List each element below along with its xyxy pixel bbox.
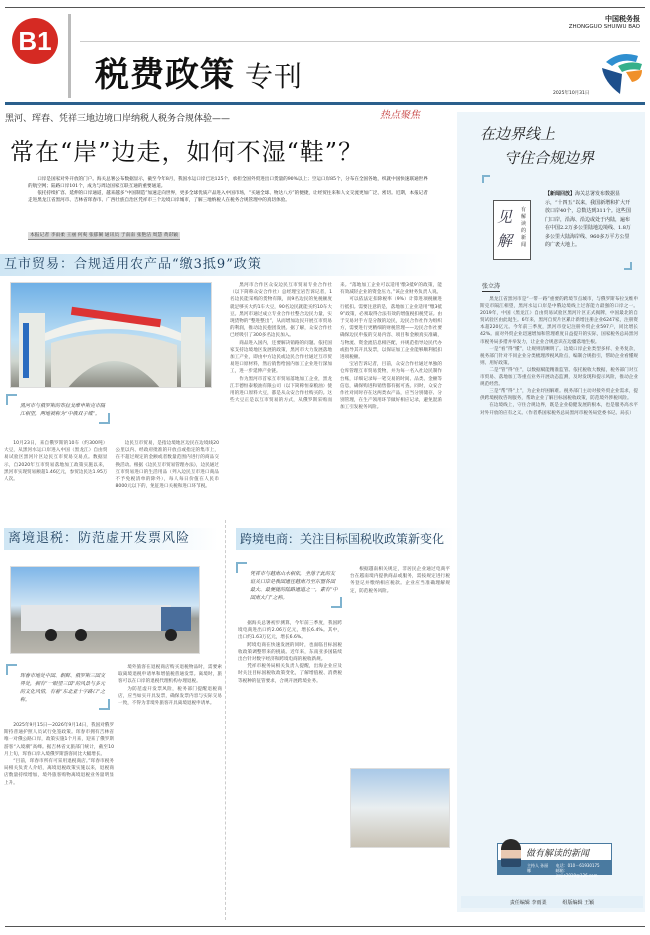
bottom-rule [5, 926, 645, 927]
column-tagline: 有解读的新闻 [521, 207, 527, 248]
byline: 本报记者 李雨柔 王丽 何爽 张郁阑 通讯员 于南南 张艳洁 周慧 黄彩颖 [30, 233, 179, 238]
paragraph: 据海关总署初步测算，今年前三季度，我国跨境电商进出口约2.06万亿元，增长6.4%。其中，出口约1.63万亿元，增长6.6%。 [238, 621, 342, 641]
section-title-text: 税费政策 [95, 55, 235, 95]
hot-topic-tag: 热点聚焦 [380, 110, 420, 121]
paragraph: 一是“看”得“懂”，让规则清晰明了。边境口岸企业类型多样、业务复杂，税务部门针对不同企业分类梳理涉税风险点，编制合规指引，帮助企业看懂规则、用好政策。 [480, 346, 638, 366]
host-name: 主持人 孙丽娜 [527, 863, 549, 873]
paragraph: 二是“管”得“住”，以数据赋能精准监管。依托税收大数据，税务部门对互市贸易、落地加工等重点业务开展动态监测，及时发现和提示风险，推动企业规范经营。 [480, 367, 638, 388]
trucks-illustration [11, 567, 200, 654]
paragraph: 2025年9月15日—2026年9月14日，我国对俄罗斯持普通护照人员试行免签政策。珲春市拥有吉林省唯一对俄公路口岸，政策实施1个月来，迎来了俄罗斯游客“入境潮”高峰。据吉林省文旅部门统计，截至10月上旬，珲春口岸入境俄罗斯游客同比大幅增长。 [4, 723, 114, 757]
lead-paragraph: 依托持续扩容、延伸的口岸通道，越来越多“中国制造”加速走向世界，更多全球优质产品进入中国市场，“买通全球、物达八方”的便捷，让经贸往来和人文交流更加广泛、密切。近期，本报记者走进黑龙江省黑河市、吉林省珲春市、广西壮族自治区凭祥市三个边境口岸城市，了解三地纳税人在税务合规管理中的真切体验。 [28, 191, 428, 203]
paragraph: 黑龙江省黑河市是“一带一路”重要的跨境节点城市，与俄罗斯布拉戈维申斯克市隔江相望，黑河水运口岸是中俄边境线上过客能力最强的口岸之一。2019年，中国（黑龙江）自由贸易试验区黑河片区正式揭牌，中国最北的自贸试验区由此诞生。6年来，黑河自贸片区累计新增注册企业6247家，注册资本超220亿元。今年前三季度，黑河市登记注册外贸企业597户，同比增长42%。面对外贸企业迅速增加和管理难度日益提升的实际，国家税务总局黑河市税务局多措并举发力，让企业合规意识在边疆落地生根。 [480, 297, 638, 345]
paragraph: 根据越南相关规定，非居民企业通过电商平台在越南境内提供商品或服务，需按规定进行税务登记并缴纳相应税款。企业应当准确理解规定，防范税务风险。 [350, 567, 450, 594]
section-heading: 跨境电商：关注目标国税收政策新变化 [236, 528, 454, 550]
designer: 组版编辑 王颖 [562, 899, 595, 906]
photo-caption: 黑河市与俄罗斯的布拉戈维申斯克市隔江相望，两地被称为“中俄双子城”。 [4, 394, 112, 424]
paragraph: 三是“帮”得“上”，为企业纾困解难。税务部门主动对接外贸企业需求，提供跨境税收咨询服务，帮助企业了解目标国税收政策，防范境外涉税风险。 [480, 389, 638, 402]
article-body [350, 566, 450, 762]
lead-paragraphs [28, 176, 428, 204]
host-phone: 电话：010－61930175 [555, 863, 600, 868]
news-recap-text: 海关总署发布数据显示，“十四五”以来，我国新增和扩大开放口岸40个，总数达到311个。这些国门口岸，沿海、沿边或处于内陆，遍布在中国2.2万多公里陆地边境线、1.8万多公里大陆海岸线、960多万平方公里的广袤大地上。 [545, 191, 631, 248]
ad-slogan: 做有解读的新闻 [497, 843, 612, 861]
sidebar-title [480, 122, 594, 170]
paragraph: 为防范虚开发票风险，税务部门提醒退税商店，应当如实开具发票，确保发票内容与实际交易一致，不得为非境外旅客开具离境退税申请单。 [118, 686, 222, 707]
article-body [4, 722, 114, 912]
editor-credits [461, 896, 643, 908]
paper-name: 中国税务报 [605, 15, 640, 23]
gate-illustration [11, 283, 212, 388]
photo-caption: 凭祥市与越南山水相依，坐落于此的友谊关口岸是我国通往越南乃至东盟各国最大、最便捷的陆路通道之一，素有“中国南大门”之称。 [234, 562, 344, 608]
paragraph: “目前，珲春市所有可采用退税商店。”珲春市税务局相关负责人介绍，离境退税政策实施以来，退税商店数量持续增加，境外旅客购物离境退税业务量明显上升。 [4, 759, 114, 786]
sidebar-title-line: 守住合规边界 [504, 149, 595, 167]
photo-border-gate [10, 282, 212, 388]
divider [68, 14, 71, 98]
paragraph: 10月23日，来自俄罗斯的10车（约300吨）大豆，从黑河水运口岸进入中国（黑龙江）自由贸易试验区黑河片区边民互市贸易交易点。数据显示，自2020年互市贸易落地加工政策实施以来，黑河市实现贸易额超1.46亿元，参贸边民达1.95万人次。 [4, 441, 108, 483]
photo-friendship-pass [350, 768, 450, 848]
divider [80, 41, 640, 42]
paragraph: 边民互市贸易，是指边境地区边民在边境线20公里以内、经政府批准的开放点或指定的集市上，在不超过规定的金额或者数量范围内进行的商品交换活动。根据《边民互市贸易管理办法》，边民通过互市贸易进口的生活用品（列入边民互市进口商品不予免税清单的除外），每人每日价值在人民币8000元以下的，免征进口关税和进口环节税。 [115, 441, 219, 490]
article-body [238, 620, 342, 912]
issue-date: 2025年10月31日 [553, 91, 590, 96]
paper-logo-icon [598, 48, 644, 98]
news-recap [545, 190, 631, 250]
header-rule [5, 102, 645, 105]
host-email: 邮箱：jsxjie2019@126.com [555, 868, 598, 878]
lead-paragraph: 口岸是国家对外开放的门户。海关总署公布数据显示，截至今年8月，我国水运口岸已达125个，承担全国外贸进出口货量的90%以上；空运口岸85个，分布在全国各地，织就中国快速联通世界的航空网；陆路口岸101个，成为与周边国家互联互通的重要通道。 [28, 177, 428, 189]
photo-trucks [10, 566, 200, 654]
headline: 常在“岸”边走，如何不湿“鞋”？ [10, 138, 364, 166]
paragraph: 商品进入国内，还要解决销路的问题。依托国家支持边境地区发展的政策，黑河市大力发展落地加工产业，即由中方边民或边民合作社通过互市贸易进口原材料，然后销售给国内加工企业进行深加工，进一步延伸产业链。 [230, 340, 332, 375]
kicker: 黑河、珲春、凭祥三地边境口岸纳税人税务合规体验—— [5, 114, 231, 124]
paragraph: 跨境电商在快速发展的同时，也面临目标国税收政策调整带来的挑战。近年来，东南亚多国陆续出台针对数字经济和跨境电商的税收新规。 [238, 642, 342, 663]
article-body [4, 440, 219, 512]
section-title [95, 47, 303, 96]
top-rule [5, 7, 645, 8]
paragraph: 黑河市合作区众安边民互市贸易专业合作社（以下简称众安合作社）总经理宝岩告诉记者，1名边民能采购的货物有限，而9名边民的免税额度就足够买大约1车大豆，90名边民就能买约10车大豆。黑河市通过成立专业合作社整合边民力量，实现货物的“整进整出”，从而增加边民开展互市贸易的利润，推动边民抱团发展。据了解，众安合作社已经吸引了300多名边民加入。 [230, 283, 332, 339]
paragraph: 作为黑河市首家互市贸易落地加工企业，黑龙江丰德恒泰粮油有限公司（以下简称恒泰粮油）使用的进口原料大豆，都是从众安合作社购买的。这些大豆正是以互市贸易的方式，从俄罗斯采购而来。“落地加工企业可以适用‘缴3抵9’的政策，能有效减轻企业的资金压力。”该企业财务负责人说。 [230, 283, 442, 404]
article-body [118, 664, 222, 912]
paper-pinyin: ZHONGGUO SHUIWU BAO [568, 24, 640, 30]
paragraph: 在边境线上，守住合规边界，既是企业稳健发展的根本，也是服务高水平对外开放的应有之义。（作者系国家税务总局黑河市税务局党委书记、局长） [480, 403, 638, 416]
column-logo-text: 见解 [497, 208, 513, 250]
paragraph: 宝岩告诉记者，目前，众安合作社通过单独的仓库管理互市贸易货物，并为每一名入社边民制作台账，详细记录每一笔交易的时间、品类、金额等信息，确保购进和销售都有据可查。同时，众安合作社对同时存在这两类农产品，应当分别储存、分别管理，在生产领用环节做好相应记录，避免混淆加工引发税务风险。 [340, 362, 442, 411]
photo-caption: 珲春市地处中国、朝鲜、俄罗斯三国交界处，拥有“一眼望三国”的风景与多元的文化风情，有着“东北亚十字路口”之称。 [4, 664, 112, 710]
editor: 责任编辑 李雨柔 [509, 899, 547, 906]
section-subtitle: 专刊 [245, 60, 304, 93]
paragraph: 凭祥市税务局相关负责人提醒，出海企业应及时关注目标国税收政策变化，了解增值税、消费税等税种的征管要求，合规开展跨境业务。 [238, 664, 342, 684]
paragraph: 境外旅客在退税商店购买退税物品时，需要索取离境退税申请单和增值税普通发票。离境时，旅客可以在口岸的退税代理机构办理退税。 [118, 665, 222, 685]
column-logo [493, 200, 531, 260]
page-badge: B1 [12, 18, 58, 64]
section-heading: 互市贸易：合规适用农产品“缴3抵9”政策 [0, 254, 440, 276]
news-recap-label: 【新闻回放】 [545, 191, 576, 197]
sidebar-title-line: 在边界线上 [480, 125, 556, 143]
paragraph: 可以依法定扣除税率（9%）计算进项税额进行抵扣。需要注意的是，落地加工企业适用“缴3抵9”政策，必须取得合法有效的增值税扣税凭证。由于交易对手方是分散的边民，边民合作社作为组织方，需要进行更精细的财税管理——边民合作社要确保边民申报的交易内容、项目和金额真实准确，与物流、资金流信息相匹配，并规范指导边民代办或指导其开具发票，以保证加工企业能够顺利抵扣进项税额。 [340, 297, 442, 361]
column-host-card [497, 843, 612, 878]
column-divider [225, 520, 226, 920]
author: 张立涛 [482, 283, 501, 290]
commentary-body [480, 296, 638, 826]
host-avatar [501, 839, 521, 867]
section-heading: 离境退税：防范虚开发票风险 [4, 528, 218, 550]
article-body [230, 282, 442, 506]
